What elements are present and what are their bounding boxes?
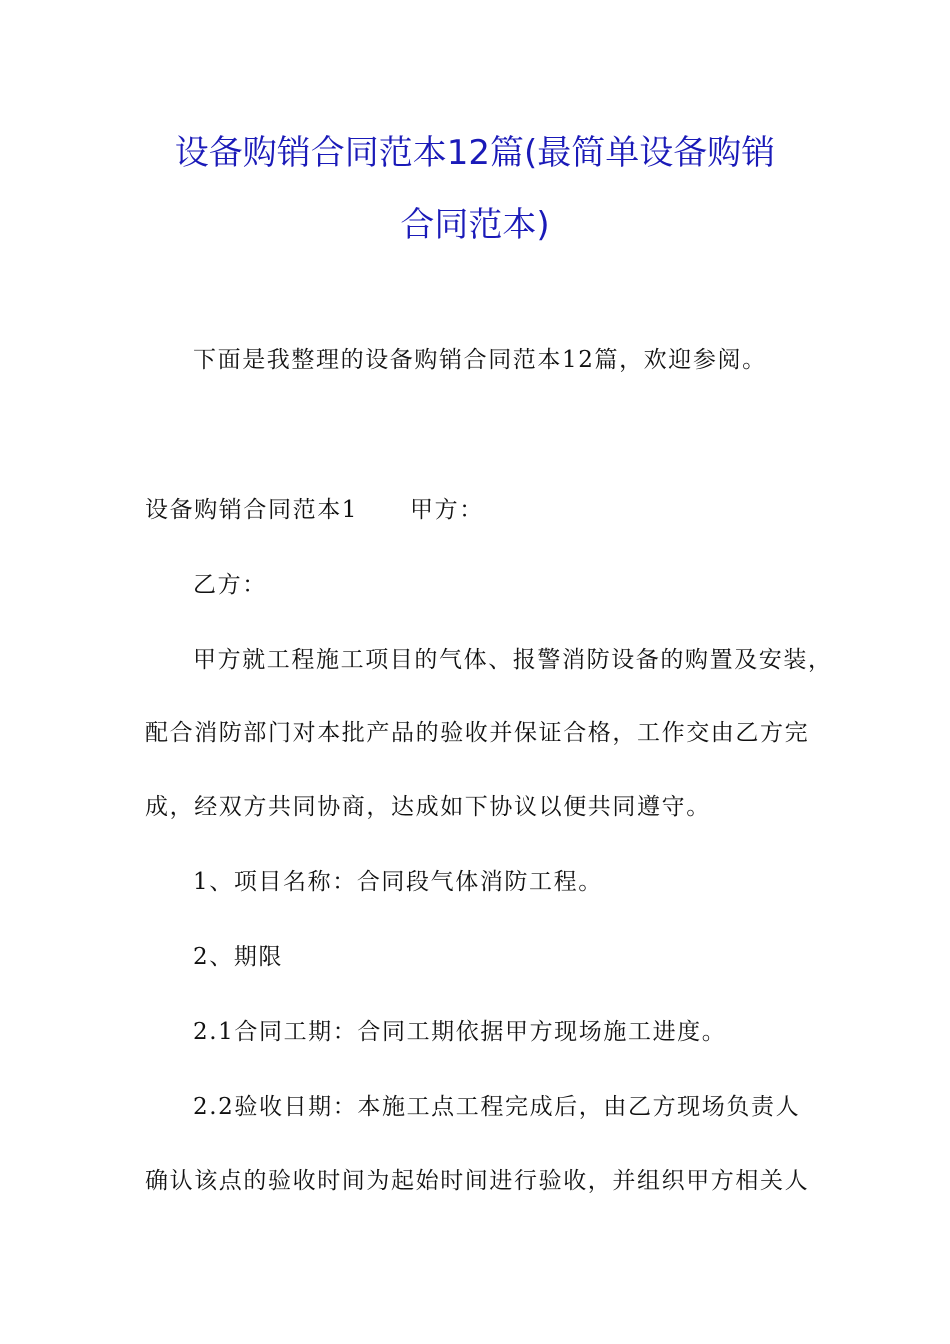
- document-title-line-2: 合同范本): [400, 205, 550, 245]
- list-item-2: 2、期限: [193, 944, 284, 970]
- body-paragraph-1-line-2: 配合消防部门对本批产品的验收并保证合格，工作交由乙方完: [145, 720, 810, 746]
- list-item-2-2-line-2: 确认该点的验收时间为起始时间进行验收，并组织甲方相关人: [145, 1168, 810, 1194]
- party-a-label: 甲方：: [410, 497, 484, 523]
- body-paragraph-1-line-1: 甲方就工程施工项目的气体、报警消防设备的购置及安装，: [193, 647, 833, 673]
- document-title-line-1: 设备购销合同范本12篇(最简单设备购销: [174, 133, 776, 173]
- section-heading-row: [145, 495, 484, 525]
- party-b-label: 乙方：: [193, 572, 267, 598]
- body-paragraph-1-line-3: 成，经双方共同协商，达成如下协议以便共同遵守。: [145, 794, 711, 820]
- list-item-2-2-line-1: 2.2验收日期：本施工点工程完成后，由乙方现场负责人: [193, 1094, 801, 1120]
- section-heading: 设备购销合同范本1: [145, 497, 359, 523]
- list-item-2-1: 2.1合同工期：合同工期依据甲方现场施工进度。: [193, 1019, 727, 1045]
- list-item-1: 1、项目名称：合同段气体消防工程。: [193, 869, 603, 895]
- intro-paragraph: 下面是我整理的设备购销合同范本12篇，欢迎参阅。: [193, 347, 767, 373]
